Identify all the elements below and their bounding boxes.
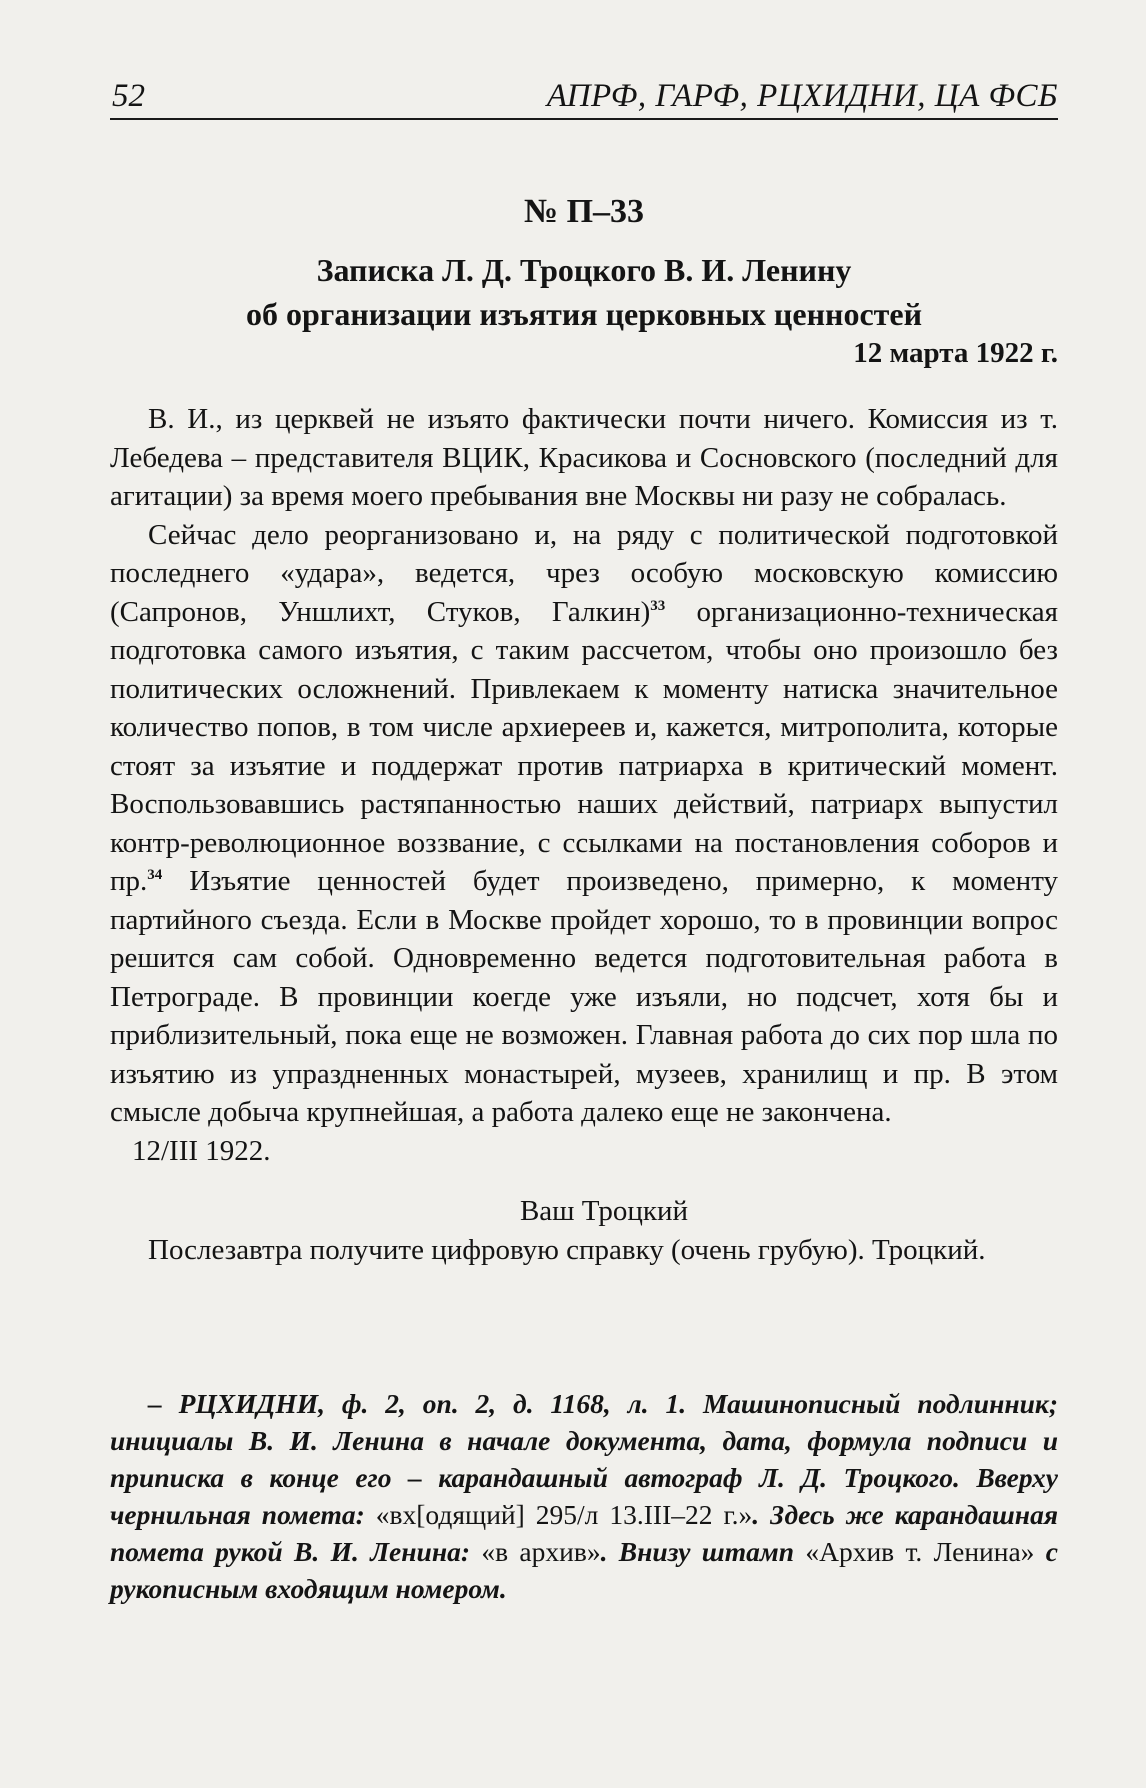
archival-note-mark-1: «вх[одящий] 295/л 13.III–22 г.» [375,1499,753,1530]
document-title-block [110,190,1058,336]
footnote-ref-33[interactable]: 33 [650,597,666,614]
document-body [110,400,1058,1269]
archival-note-part-g: с рукописным входящим номером. [110,1536,1058,1604]
archival-note-part-c: . Здесь же карандашная помета рукой В. И. Ленина: [110,1499,1058,1567]
archival-note [110,1385,1058,1607]
paragraph-1: В. И., из церквей не изъято фактически почти ничего. Комиссия из т. Лебедева – представителя ВЦИК, Красикова и Сосновского (последний для агитации) за время моего пребывания вне Москвы ни разу не собралась. [110,403,1058,512]
paragraph-2-part-b: организационно-техническая подготовка самого изъятия, с таким рассчетом, чтобы оно произошло без политических осложнений. Привлекаем к моменту натиска значительное количество попов, в том числе архиереев и, кажется, митрополита, которые стоят за изъятие и поддержат против патриарха в критический момент. Воспользовавшись растяпанностью наших действий, патриарх выпустил контр-революционное воззвание, с ссылками на постановления соборов и пр. [110,595,1058,897]
document-title-line-2: об организации изъятия церковных ценностей [246,296,922,332]
letter-date: 12/III 1922. [132,1134,271,1167]
page-number: 52 [112,78,145,114]
archival-note-mark-2: «в архив» [481,1536,601,1567]
document-date: 12 марта 1922 г. [853,337,1058,369]
running-title: АПРФ, ГАРФ, РЦХИДНИ, ЦА ФСБ [546,78,1058,114]
archival-note-part-a: – РЦХИДНИ, ф. 2, оп. 2, д. 1168, л. 1. Машинописный подлинник; инициалы В. И. Ленина в начале документа, дата, формула подписи и приписка в конце его – карандашный автограф Л. Д. Троцкого. Вверху чернильная помета: [110,1388,1058,1530]
archival-note-part-e: . Внизу штамп [600,1536,806,1567]
paragraph-2 [110,516,1058,1132]
archival-note-stamp: «Архив т. Ленина» [805,1536,1035,1567]
paragraph-2-part-c: Изъятие ценностей будет произведено, примерно, к моменту партийного съезда. Если в Москве пройдет хорошо, то в провинции вопрос решится сам собой. Одновременно ведется подготовительная работа в Петрограде. В провинции коегде уже изъяли, но подсчет, хотя бы и приблизительный, пока еще не возможен. Главная работа до сих пор шла по изъятию из упраздненных монастырей, музеев, хранилищ и пр. В этом смысле добыча крупнейшая, а работа далеко еще не закончена. [110,865,1058,1128]
paragraph-2-part-a: Сейчас дело реорганизовано и, на ряду с политической подготовкой последнего «удара», ведется, чрез особую московскую комиссию (Сапронов, Уншлихт, Стуков, Галкин) [110,518,1058,628]
letter-signature: Ваш Троцкий [519,1195,689,1227]
document-title [110,248,1058,336]
page-header [110,72,1058,120]
postscript: Послезавтра получите цифровую справку (очень грубую). Троцкий. [148,1233,986,1266]
document-number: № П–33 [523,193,645,230]
footnote-ref-34[interactable]: 34 [147,867,163,883]
document-title-line-1: Записка Л. Д. Троцкого В. И. Ленину [316,252,852,288]
archival-note-text [110,1385,1058,1607]
